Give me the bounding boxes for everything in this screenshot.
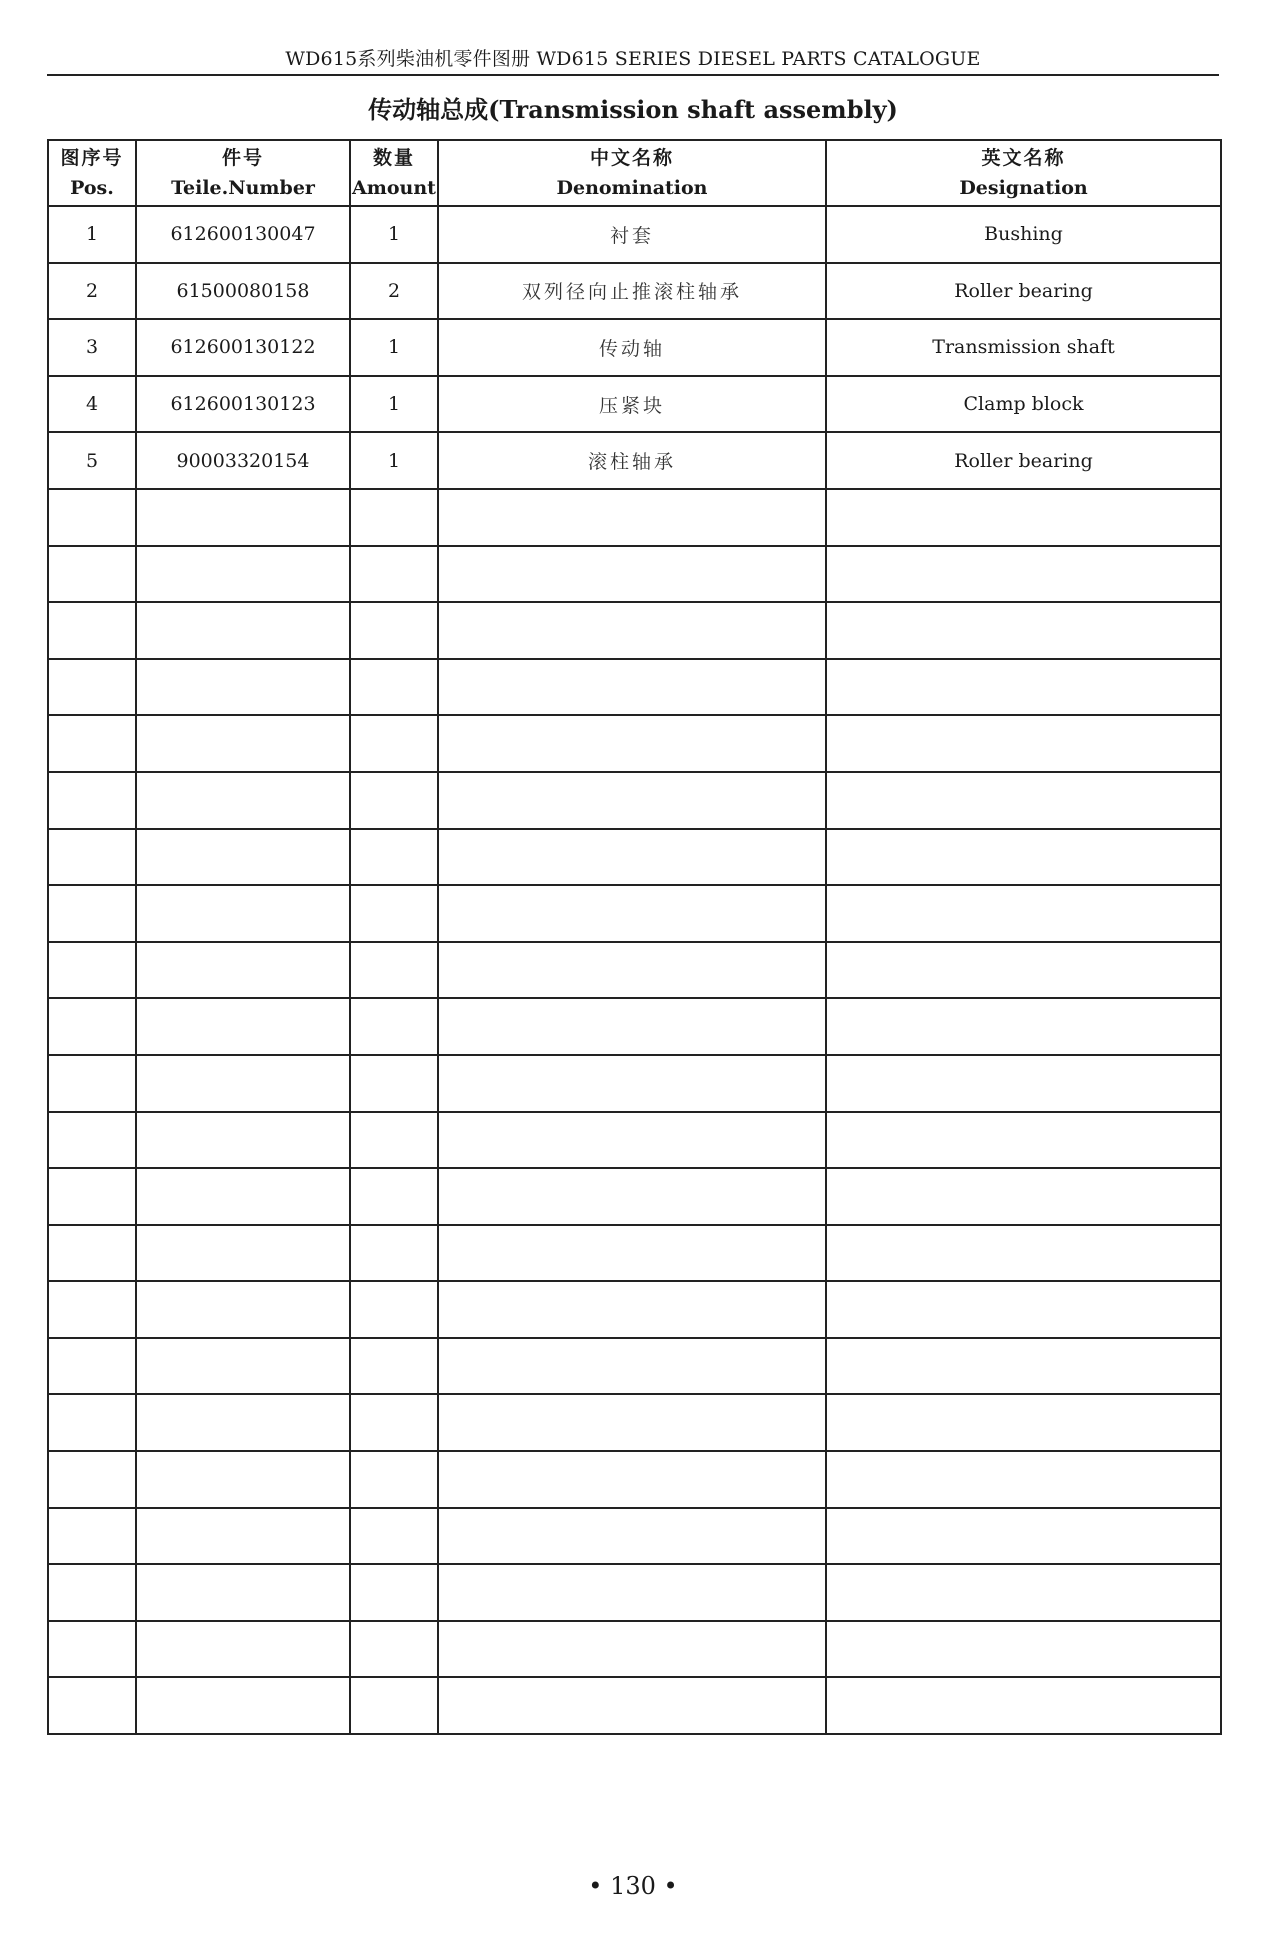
- table-row: [48, 1055, 1221, 1112]
- cell-designation: [826, 1225, 1221, 1282]
- table-row: [48, 659, 1221, 716]
- table-row: [48, 1677, 1221, 1734]
- cell-designation: [826, 602, 1221, 659]
- cell-denomination: [438, 998, 826, 1055]
- cell-part-number: [136, 1508, 350, 1565]
- table-row: [48, 1338, 1221, 1395]
- column-header-pos: [48, 140, 136, 206]
- cell-part-number: [136, 829, 350, 886]
- cell-designation: Roller bearing: [826, 432, 1221, 489]
- cell-denomination: [438, 829, 826, 886]
- table-row: [48, 1168, 1221, 1225]
- cell-denomination: [438, 1112, 826, 1169]
- cell-pos: [48, 489, 136, 546]
- cell-pos: [48, 1225, 136, 1282]
- table-row: [48, 715, 1221, 772]
- column-header-cn: 件号: [221, 147, 264, 169]
- header-rule: [47, 74, 1219, 76]
- cell-part-number: 61500080158: [136, 263, 350, 320]
- cell-designation: Transmission shaft: [826, 319, 1221, 376]
- cell-designation: [826, 998, 1221, 1055]
- cell-part-number: [136, 489, 350, 546]
- cell-part-number: 612600130122: [136, 319, 350, 376]
- cell-denomination: [438, 1225, 826, 1282]
- cell-pos: [48, 1564, 136, 1621]
- cell-pos: 3: [48, 319, 136, 376]
- cell-designation: [826, 1677, 1221, 1734]
- cell-designation: [826, 1338, 1221, 1395]
- cell-pos: [48, 1508, 136, 1565]
- table-row: [48, 1621, 1221, 1678]
- table-row: [48, 1112, 1221, 1169]
- cell-amount: [350, 1112, 438, 1169]
- cell-amount: 1: [350, 432, 438, 489]
- cell-denomination: [438, 546, 826, 603]
- cell-denomination: 滚柱轴承: [438, 432, 826, 489]
- cell-pos: [48, 1055, 136, 1112]
- cell-pos: [48, 772, 136, 829]
- cell-designation: [826, 546, 1221, 603]
- cell-designation: [826, 829, 1221, 886]
- cell-denomination: [438, 659, 826, 716]
- cell-designation: [826, 659, 1221, 716]
- cell-designation: [826, 1168, 1221, 1225]
- cell-denomination: [438, 1564, 826, 1621]
- cell-part-number: 612600130123: [136, 376, 350, 433]
- column-header-en: Denomination: [556, 177, 708, 199]
- cell-pos: [48, 602, 136, 659]
- column-header-number: [136, 140, 350, 206]
- cell-part-number: [136, 659, 350, 716]
- cell-designation: Roller bearing: [826, 263, 1221, 320]
- page-title: 传动轴总成(Transmission shaft assembly): [368, 95, 898, 124]
- cell-part-number: [136, 998, 350, 1055]
- cell-pos: [48, 829, 136, 886]
- table-row: [48, 376, 1221, 433]
- table-row: [48, 885, 1221, 942]
- cell-part-number: 612600130047: [136, 206, 350, 263]
- cell-part-number: [136, 1168, 350, 1225]
- column-header-amount: [350, 140, 438, 206]
- cell-denomination: [438, 1508, 826, 1565]
- table-row: [48, 1451, 1221, 1508]
- cell-designation: [826, 885, 1221, 942]
- cell-pos: [48, 942, 136, 999]
- cell-pos: 2: [48, 263, 136, 320]
- cell-pos: [48, 1168, 136, 1225]
- cell-denomination: 传动轴: [438, 319, 826, 376]
- cell-part-number: [136, 1394, 350, 1451]
- cell-designation: [826, 772, 1221, 829]
- cell-amount: [350, 715, 438, 772]
- cell-pos: [48, 885, 136, 942]
- page-number: • 130 •: [588, 1872, 678, 1900]
- cell-designation: [826, 715, 1221, 772]
- cell-part-number: [136, 1281, 350, 1338]
- cell-amount: [350, 546, 438, 603]
- table-row: [48, 432, 1221, 489]
- cell-part-number: [136, 772, 350, 829]
- cell-pos: 1: [48, 206, 136, 263]
- cell-part-number: [136, 1112, 350, 1169]
- table-row: [48, 1394, 1221, 1451]
- cell-amount: [350, 1225, 438, 1282]
- cell-part-number: [136, 1621, 350, 1678]
- cell-amount: [350, 1564, 438, 1621]
- cell-part-number: [136, 942, 350, 999]
- cell-amount: [350, 1508, 438, 1565]
- cell-denomination: [438, 885, 826, 942]
- cell-part-number: [136, 1338, 350, 1395]
- table-row: [48, 772, 1221, 829]
- cell-amount: [350, 1394, 438, 1451]
- table-row: [48, 1281, 1221, 1338]
- column-header-en: Amount: [352, 177, 436, 199]
- cell-amount: [350, 942, 438, 999]
- column-header-cn: 中文名称: [589, 147, 674, 169]
- cell-part-number: [136, 1451, 350, 1508]
- table-row: [48, 263, 1221, 320]
- cell-designation: [826, 1508, 1221, 1565]
- cell-amount: 1: [350, 376, 438, 433]
- cell-part-number: [136, 1055, 350, 1112]
- cell-denomination: 压紧块: [438, 376, 826, 433]
- cell-amount: [350, 659, 438, 716]
- column-header-cn: 数量: [372, 147, 415, 169]
- running-header: WD615系列柴油机零件图册 WD615 SERIES DIESEL PARTS CATALOGUE: [285, 48, 981, 70]
- cell-designation: [826, 1112, 1221, 1169]
- cell-denomination: [438, 772, 826, 829]
- cell-denomination: [438, 1281, 826, 1338]
- cell-part-number: [136, 1677, 350, 1734]
- cell-pos: [48, 1281, 136, 1338]
- cell-denomination: [438, 1168, 826, 1225]
- column-header-cn: 英文名称: [981, 147, 1066, 169]
- cell-designation: [826, 1281, 1221, 1338]
- cell-designation: [826, 1055, 1221, 1112]
- cell-denomination: [438, 1451, 826, 1508]
- cell-amount: [350, 1055, 438, 1112]
- column-header-en: Teile.Number: [171, 177, 315, 199]
- cell-amount: 2: [350, 263, 438, 320]
- cell-pos: [48, 659, 136, 716]
- table-row: [48, 1508, 1221, 1565]
- cell-pos: [48, 1112, 136, 1169]
- cell-part-number: [136, 546, 350, 603]
- cell-denomination: [438, 489, 826, 546]
- cell-amount: [350, 1451, 438, 1508]
- table-row: [48, 546, 1221, 603]
- cell-part-number: 90003320154: [136, 432, 350, 489]
- cell-denomination: [438, 1621, 826, 1678]
- cell-amount: [350, 602, 438, 659]
- column-header-designation: [826, 140, 1221, 206]
- cell-designation: Bushing: [826, 206, 1221, 263]
- cell-pos: 4: [48, 376, 136, 433]
- cell-designation: Clamp block: [826, 376, 1221, 433]
- cell-amount: [350, 1338, 438, 1395]
- table-row: [48, 1225, 1221, 1282]
- cell-denomination: [438, 1055, 826, 1112]
- cell-designation: [826, 1621, 1221, 1678]
- cell-denomination: [438, 1394, 826, 1451]
- cell-part-number: [136, 885, 350, 942]
- cell-denomination: [438, 1338, 826, 1395]
- table-header-row: [48, 140, 1221, 206]
- cell-denomination: 衬套: [438, 206, 826, 263]
- cell-pos: [48, 998, 136, 1055]
- table-row: [48, 206, 1221, 263]
- table-row: [48, 942, 1221, 999]
- cell-designation: [826, 489, 1221, 546]
- cell-amount: [350, 772, 438, 829]
- parts-table: [47, 139, 1222, 1735]
- cell-pos: [48, 546, 136, 603]
- column-header-en: Designation: [959, 177, 1088, 199]
- cell-pos: [48, 1394, 136, 1451]
- cell-denomination: 双列径向止推滚柱轴承: [438, 263, 826, 320]
- cell-pos: [48, 715, 136, 772]
- cell-amount: [350, 829, 438, 886]
- cell-amount: [350, 1677, 438, 1734]
- cell-pos: [48, 1677, 136, 1734]
- cell-denomination: [438, 602, 826, 659]
- cell-amount: 1: [350, 319, 438, 376]
- cell-denomination: [438, 1677, 826, 1734]
- cell-designation: [826, 1564, 1221, 1621]
- cell-amount: [350, 998, 438, 1055]
- cell-part-number: [136, 1225, 350, 1282]
- cell-part-number: [136, 715, 350, 772]
- cell-part-number: [136, 1564, 350, 1621]
- table-row: [48, 829, 1221, 886]
- cell-designation: [826, 1394, 1221, 1451]
- cell-amount: [350, 885, 438, 942]
- cell-amount: [350, 1621, 438, 1678]
- cell-pos: [48, 1621, 136, 1678]
- cell-pos: [48, 1338, 136, 1395]
- cell-designation: [826, 942, 1221, 999]
- table-row: [48, 489, 1221, 546]
- table-row: [48, 602, 1221, 659]
- table-row: [48, 1564, 1221, 1621]
- cell-pos: 5: [48, 432, 136, 489]
- cell-designation: [826, 1451, 1221, 1508]
- column-header-cn: 图序号: [60, 147, 124, 169]
- cell-amount: [350, 1168, 438, 1225]
- column-header-en: Pos.: [70, 177, 114, 199]
- cell-amount: [350, 489, 438, 546]
- cell-pos: [48, 1451, 136, 1508]
- cell-denomination: [438, 942, 826, 999]
- cell-part-number: [136, 602, 350, 659]
- cell-denomination: [438, 715, 826, 772]
- table-row: [48, 319, 1221, 376]
- column-header-denomination: [438, 140, 826, 206]
- parts-table-body: [48, 206, 1221, 1734]
- cell-amount: 1: [350, 206, 438, 263]
- cell-amount: [350, 1281, 438, 1338]
- table-row: [48, 998, 1221, 1055]
